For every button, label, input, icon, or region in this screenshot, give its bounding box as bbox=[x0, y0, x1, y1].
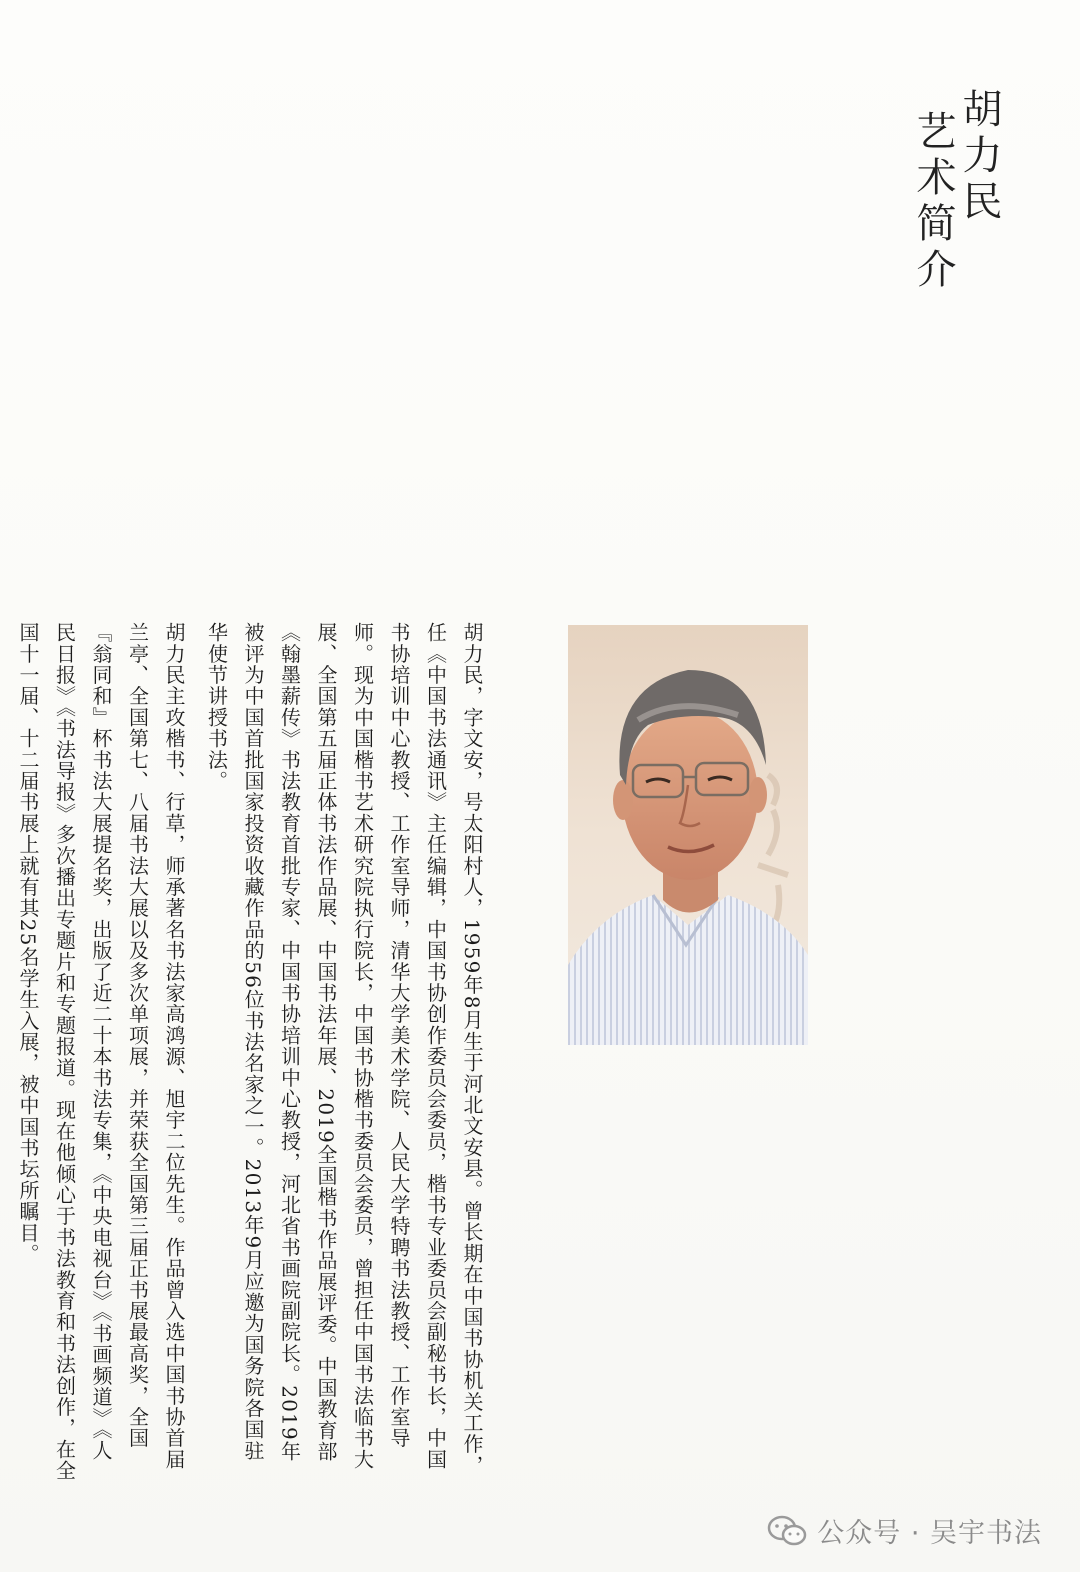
bio-paragraph-1: 胡力民，字文安，号太阳村人，1959年8月生于河北文安县。曾长期在中国书协机关工作，任《中国书法通讯》主任编辑，中国书协创作委员会委员，楷书专业委员会副秘书长，中国书协培训中心教授、工作室导师，清华大学美术学院、人民大学特聘书法教授、工作室导师。现为中国楷书艺术研究院执行院长，中国书协楷书委员会委员，曾担任中国书法临书大展、全国第五届正体书法作品展、中国书法年展、2019全国楷书作品展评委。中国教育部《翰墨薪传》书法教育首批专家、中国书协培训中心教授，河北省书画院副院长。2019年被评为中国首批国家投资收藏作品的56位书法名家之一。2013年9月应邀为国务院各国驻华使节讲授书法。 bbox=[204, 622, 484, 1477]
bio-paragraph-2: 胡力民主攻楷书、行草，师承著名书法家高鸿源、旭宇二位先生。作品曾入选中国书协首届兰亭、全国第七、八届书法大展以及多次单项展，并荣获全国第三届正书展最高奖，全国『翁同和』杯书法大展提名奖，出版了近二十本书法专集，《中央电视台》《书画频道》《人民日报》《书法导报》多次播出专题片和专题报道。现在他倾心于书法教育和书法创作，在全国十一届、十二届书展上就有其25名学生入展，被中国书坛所瞩目。 bbox=[16, 622, 186, 1482]
bio-text bbox=[10, 622, 491, 1482]
page-title bbox=[910, 88, 1002, 294]
title-subtitle: 艺术简介 bbox=[910, 110, 956, 294]
watermark-text: 公众号 · 吴宇书法 bbox=[817, 1518, 1042, 1549]
title-name: 胡力民 bbox=[956, 88, 1002, 226]
wechat-icon bbox=[767, 1514, 807, 1548]
portrait-photo bbox=[568, 625, 808, 1045]
account-watermark bbox=[767, 1511, 1042, 1550]
